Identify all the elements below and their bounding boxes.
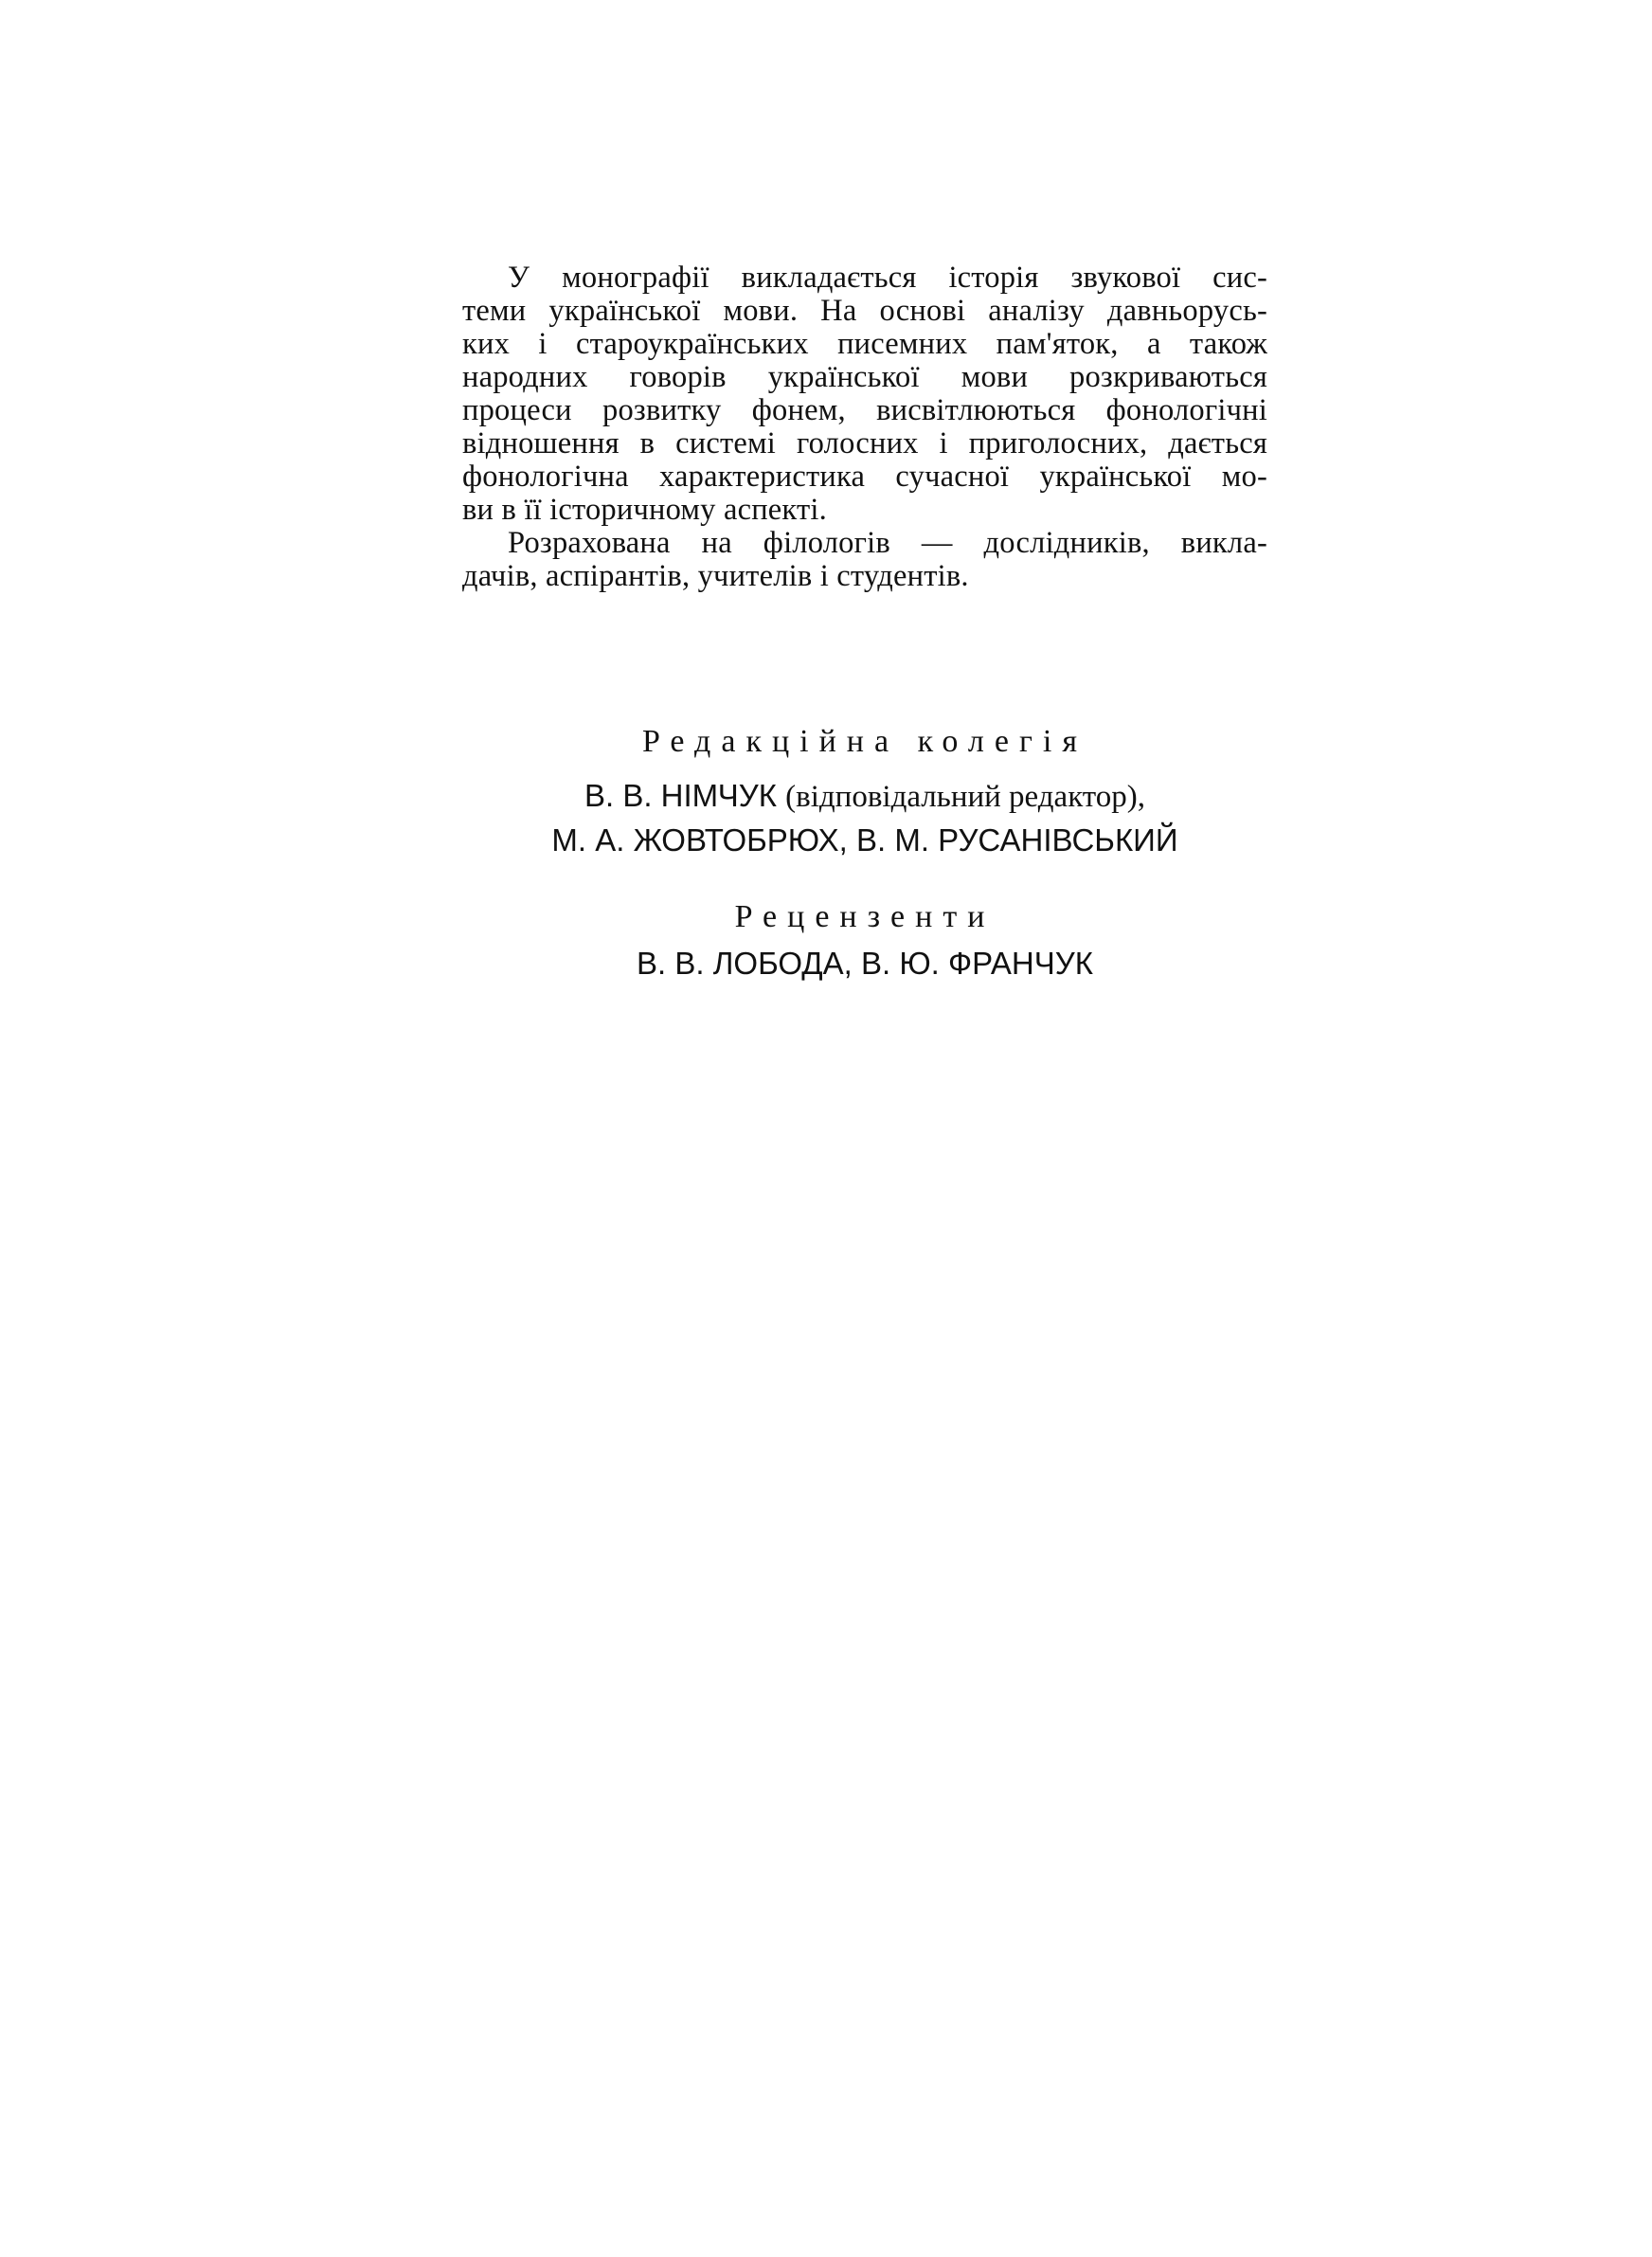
audience-line: дачів, аспірантів, учителів і студентів.	[462, 559, 969, 593]
credits	[462, 723, 1267, 985]
abstract-line: ви в її історичному аспекті.	[462, 493, 827, 527]
abstract	[462, 262, 1267, 593]
editor-in-chief-name: В. В. НІМЧУК	[584, 778, 777, 813]
reviewers	[462, 898, 1267, 985]
editorial-board-heading: Редакційна колегія	[641, 724, 1088, 759]
abstract-line: народних говорів української мови розкриваються	[462, 360, 1267, 394]
abstract-line: У монографії викладається історія звукової сис-	[508, 261, 1267, 295]
abstract-line: фонологічна характеристика сучасної української мо-	[462, 460, 1267, 494]
reviewers-names: В. В. ЛОБОДА, В. Ю. ФРАНЧУК	[637, 946, 1093, 981]
abstract-line: процеси розвитку фонем, висвітлюються фонологічні	[462, 393, 1267, 427]
abstract-line: відношення в системі голосних і приголосних, дається	[462, 426, 1267, 460]
abstract-line: теми української мови. На основі аналізу давньорусь-	[462, 294, 1267, 328]
reviewers-heading: Рецензенти	[734, 899, 996, 934]
editorial-board	[462, 723, 1267, 862]
editorial-board-line2: М. А. ЖОВТОБРЮХ, В. М. РУСАНІВСЬКИЙ	[551, 822, 1178, 858]
editorial-board-line1	[462, 774, 1267, 819]
abstract-line: ких і староукраїнських писемних пам'яток, а також	[462, 327, 1267, 361]
editor-in-chief-role: (відповідальний редактор),	[785, 780, 1146, 814]
audience-line: Розрахована на філологів — дослідників, викла-	[508, 526, 1267, 560]
